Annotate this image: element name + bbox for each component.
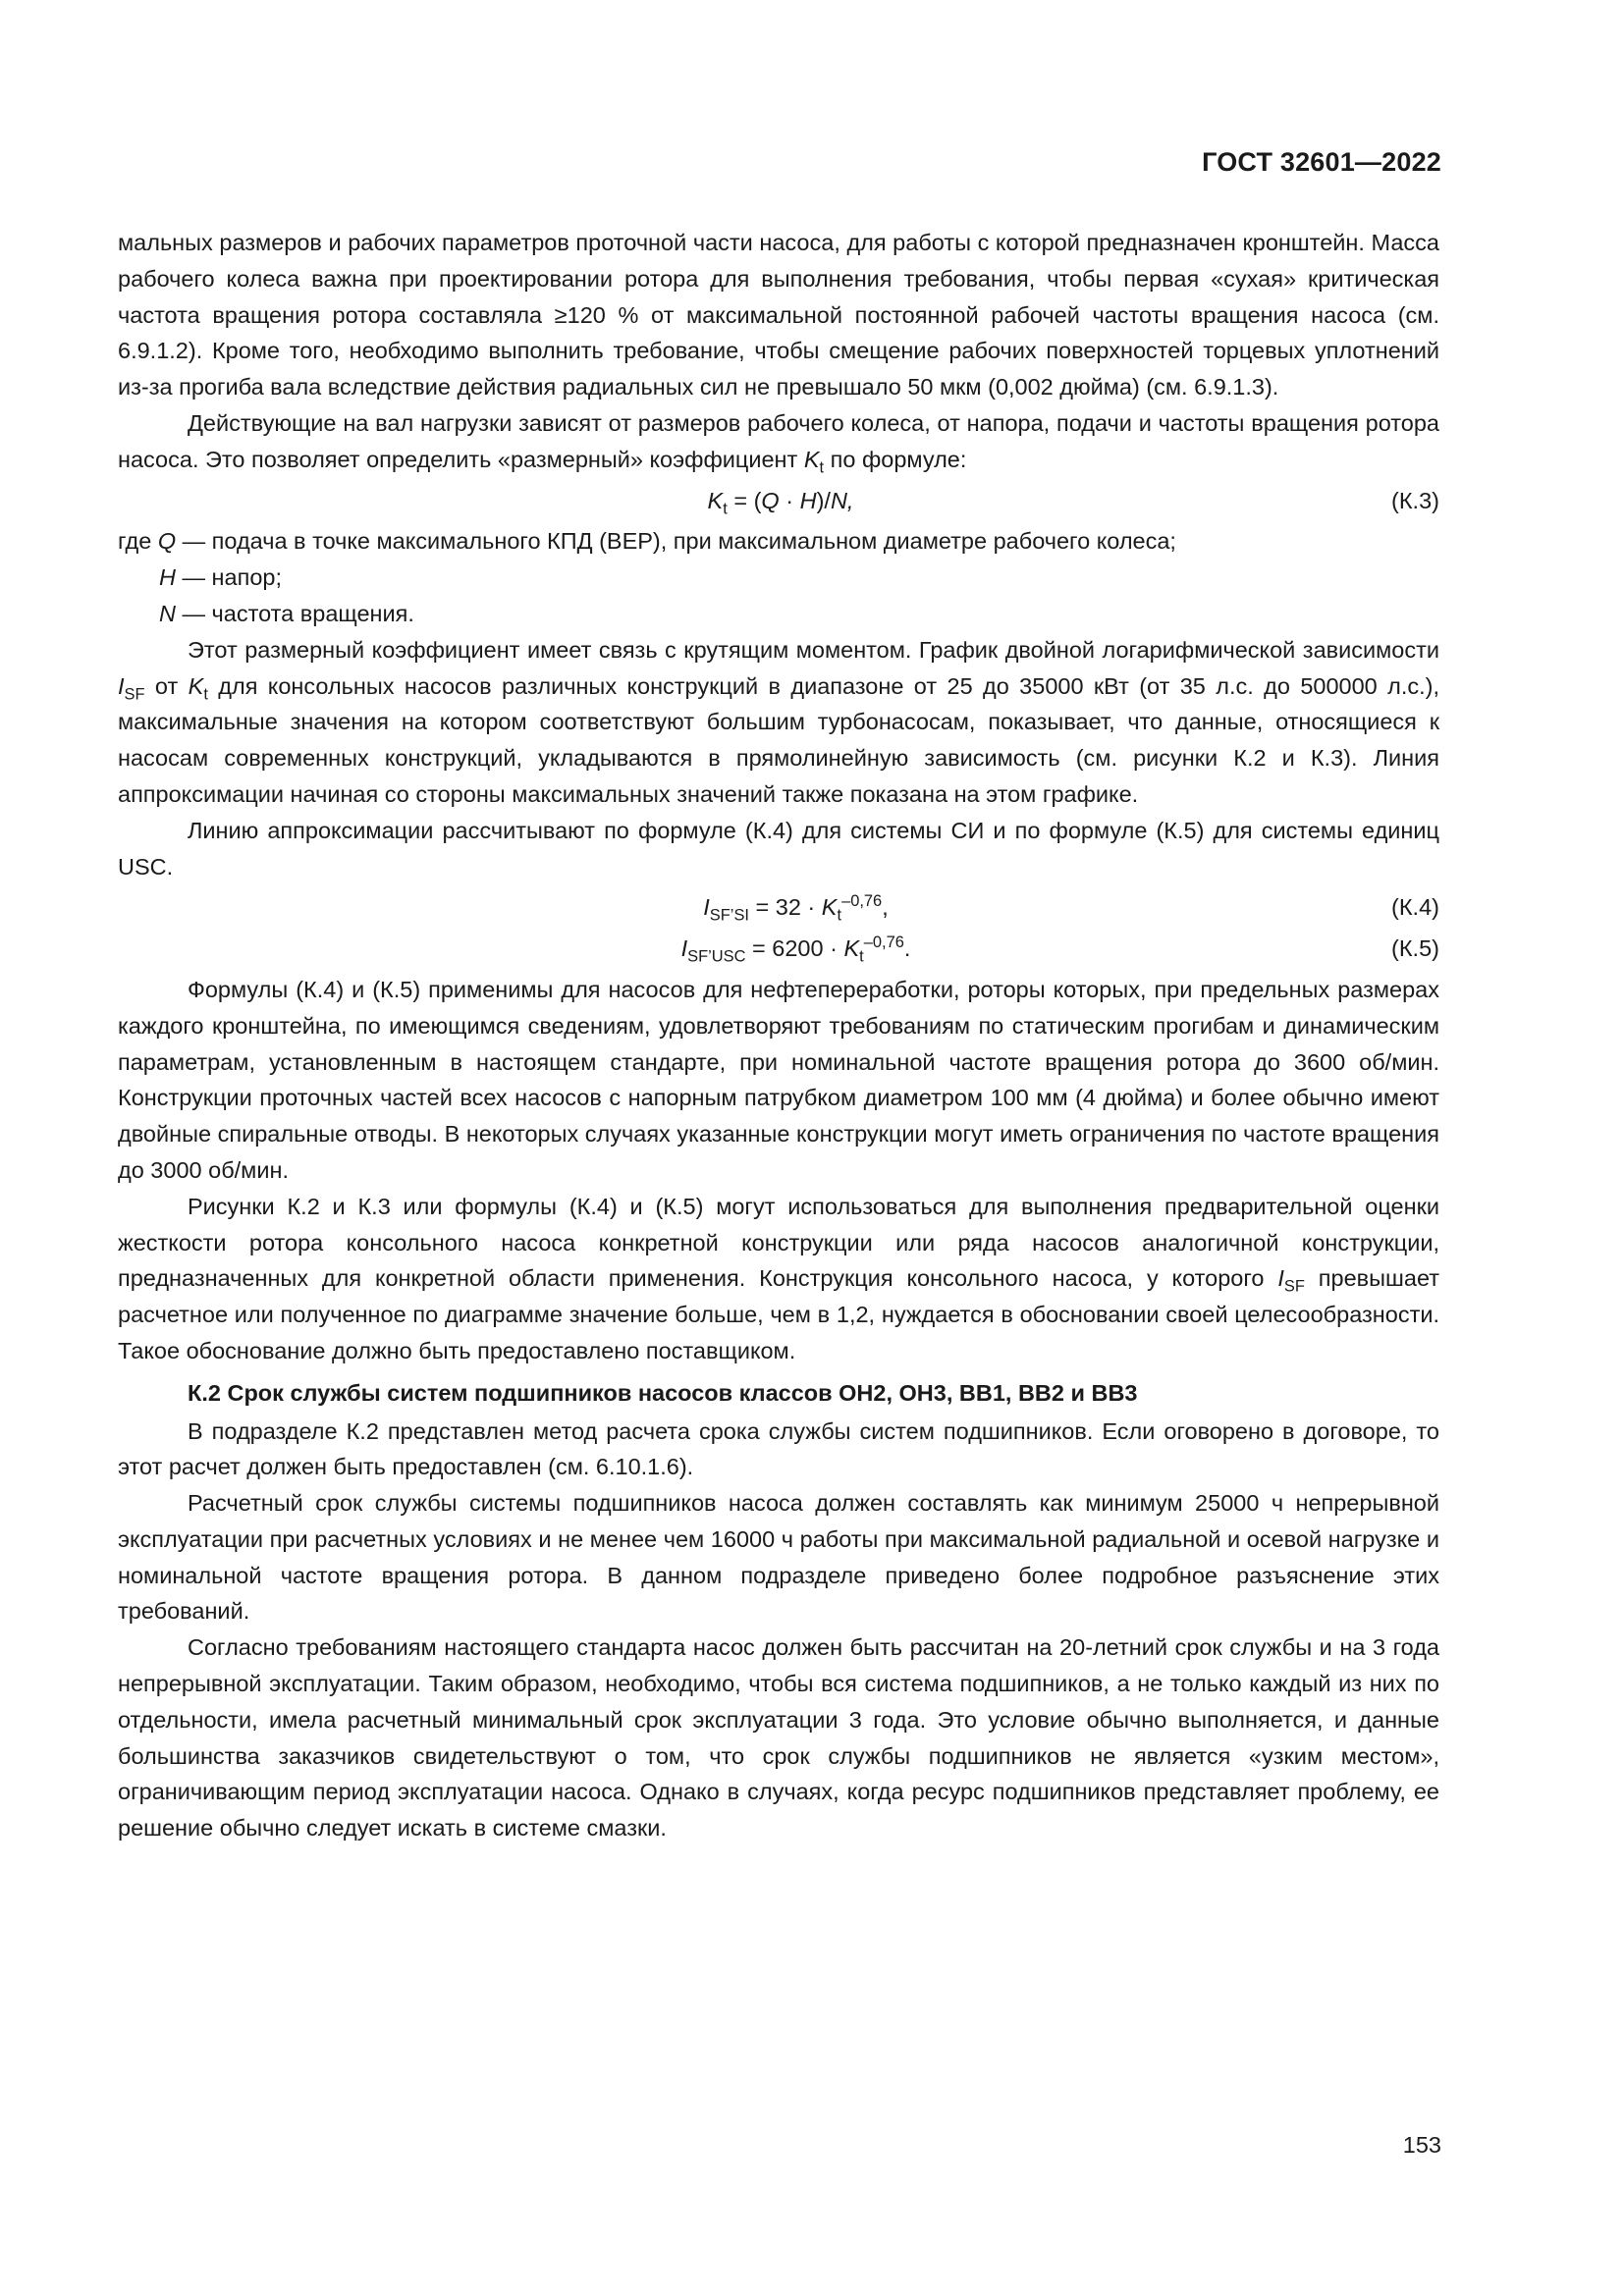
page-number: 153 (1402, 2132, 1441, 2158)
formula-k4 (118, 889, 1439, 926)
legend-h: H — напор; (159, 564, 282, 591)
legend-q: где Q — подача в точке максимального КПД (ВЕР), при максимальном диаметре рабочего колеса; (118, 528, 1176, 555)
legend-n: N — частота вращения. (159, 600, 414, 626)
paragraph-k2-intro: В подразделе К.2 представлен метод расчета срока службы систем подшипников. Если оговорено в договоре, то этот расчет должен быть предоставлен (см. 6.10.1.6). (118, 1417, 1439, 1480)
formula-k5-number: (К.5) (1391, 935, 1439, 962)
document-body (118, 225, 1439, 1846)
formula-k3 (118, 483, 1439, 519)
paragraph-service-life: Согласно требованиям настоящего стандарта насос должен быть рассчитан на 20-летний срок службы и на 3 года непрерывной эксплуатации. Таким образом, необходимо, чтобы вся система подшипников, а не только каждый из них по отдельности, имела расчетный минимальный срок эксплуатации 3 года. Это условие обычно выполняется, и данные большинства заказчиков свидетельствуют о том, что срок службы подшипников не является «узким местом», ограничивающим период эксплуатации насоса. Однако в случаях, когда ресурс подшипников представляет проблему, ее решение обычно следует искать в системе смазки. (118, 1634, 1439, 1842)
formula-k4-expression: $I_{SF’SI} = 32 \cdot K_t^{-0,76}$, (703, 892, 889, 926)
paragraph-continuation: мальных размеров и рабочих параметров проточной части насоса, для работы с которой предназначен кронштейн. Масса рабочего колеса важна при проектировании ротора для выполнения требования, чтобы первая «сухая» критическая частота вращения ротора составляла ≥120 % от максимальной постоянной рабочей частоты вращения насоса (см. 6.9.1.2). Кроме того, необходимо выполнить требование, чтобы смещение рабочих поверхностей торцевых уплотнений из-за прогиба вала вследствие действия радиальных сил не превышало 50 мкм (0,002 дюйма) (см. 6.9.1.3). (118, 230, 1439, 400)
formula-k4-number: (К.4) (1391, 894, 1439, 921)
paragraph-torque: Этот размерный коэффициент имеет связь с крутящим моментом. График двойной логарифмической зависимости $I_{SF}$ от $K_t$ для консольных насосов различных конструкций в диапазоне от 25 до 35000 кВт (от 35 л.с. до 500000 л.с.), максимальные значения на котором соответствуют большим турбонасосам, показывает, что данные, относящиеся к насосам современных конструкций, укладываются в прямолинейную зависимость (см. рисунки К.2 и К.3). Линия аппроксимации начиная со стороны максимальных значений также показана на этом графике. (118, 636, 1439, 807)
formula-k3-expression: $K_t = (Q \cdot H)/N$, (707, 487, 854, 518)
paragraph-applicability: Формулы (К.4) и (К.5) применимы для насосов для нефтепереработки, роторы которых, при предельных размерах каждого кронштейна, по имеющимся сведениям, удовлетворяют требованиям по статическим прогибам и динамическим параметрам, установленным в настоящем стандарте, при номинальной частоте вращения ротора до 3600 об/мин. Конструкции проточных частей всех насосов с напорным патрубком диаметром 100 мм (4 дюйма) и более обычно имеют двойные спиральные отводы. В некоторых случаях указанные конструкции могут иметь ограничения по частоте вращения до 3000 об/мин. (118, 976, 1439, 1183)
paragraph-approximation: Линию аппроксимации рассчитывают по формуле (К.4) для системы СИ и по формуле (К.5) для системы единиц USC. (118, 817, 1439, 880)
paragraph-stiffness: Рисунки К.2 и К.3 или формулы (К.4) и (К.5) могут использоваться для выполнения предварительной оценки жесткости ротора консольного насоса конкретной конструкции или ряда насосов аналогичной конструкции, предназначенных для конкретной области применения. Конструкция консольного насоса, у которого $I_{SF}$ превышает расчетное или полученное по диаграмме значение больше, чем в 1,2, нуждается в обосновании своей целесообразности. Такое обоснование должно быть предоставлено поставщиком. (118, 1193, 1440, 1363)
symbol-k: K (803, 446, 820, 472)
formula-k3-number: (К.3) (1391, 487, 1439, 513)
formula-k5 (118, 931, 1439, 967)
paragraph-bearing-life: Расчетный срок службы системы подшипников насоса должен составлять как минимум 25000 ч непрерывной эксплуатации при расчетных условиях и не менее чем 16000 ч работы при максимальной радиальной и осевой нагрузке и номинальной частоте вращения ротора. В данном подразделе приведено более подробное разъяснение этих требований. (118, 1490, 1439, 1625)
formula-k5-expression: $I_{SF’USC} = 6200 \cdot K_t^{-0,76}$. (680, 934, 911, 966)
paragraph-loads: Действующие на вал нагрузки зависят от размеров рабочего колеса, от напора, подачи и частоты вращения ротора насоса. Это позволяет определить «размерный» коэффициент $K_t$ по формуле: (118, 409, 1439, 477)
section-heading-k2: К.2 Срок службы систем подшипников насосов классов ОН2, ОН3, ВВ1, ВВ2 и ВВ3 (188, 1379, 1138, 1406)
standard-header: ГОСТ 32601—2022 (1202, 147, 1441, 177)
